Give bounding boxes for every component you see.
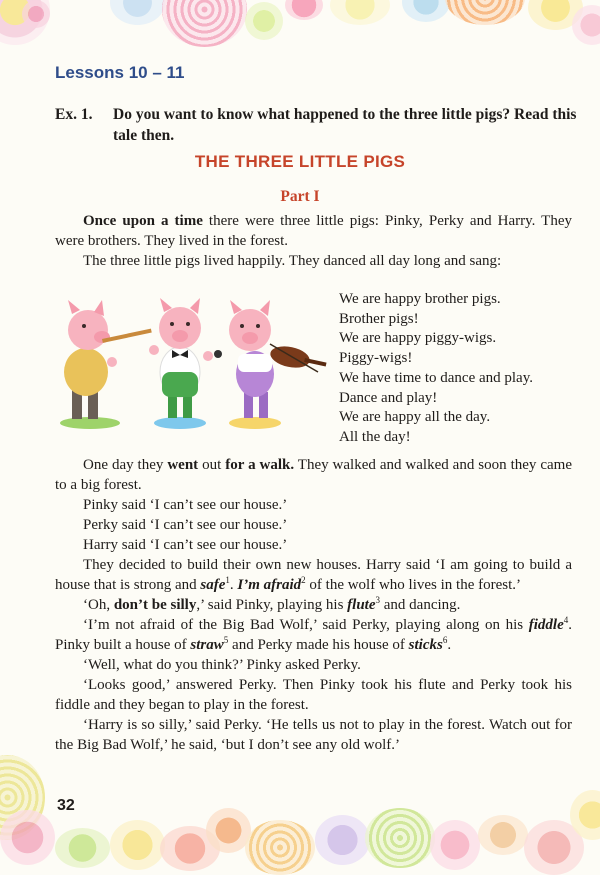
pig-dancer <box>149 298 213 418</box>
decor-circle <box>110 820 165 870</box>
song-line: We are happy piggy-wigs. <box>339 330 497 347</box>
exercise-instruction: Do you want to know what happened to the three little pigs? Read this tale then. <box>113 106 577 144</box>
paragraph: ‘Well, what do you think?’ Pinky asked Perky. <box>83 657 361 673</box>
paragraph: Perky said ‘I can’t see our house.’ <box>83 517 288 533</box>
paragraph: Once upon a time there were three little pigs: Pinky, Perky and Harry. They were brothers. They lived in the forest. <box>55 213 572 249</box>
story-body <box>55 455 572 755</box>
decor-circle <box>245 2 283 40</box>
decor-circle <box>365 808 435 868</box>
song-line: Dance and play! <box>339 389 438 406</box>
song-line: We are happy brother pigs. <box>339 291 501 307</box>
paragraph: Pinky said ‘I can’t see our house.’ <box>83 497 288 513</box>
vocab-word: fiddle <box>528 617 564 633</box>
vocab-word: straw <box>190 637 224 653</box>
decor-circle <box>245 820 315 875</box>
vocab-word: flute <box>347 597 376 613</box>
decor-circle <box>572 5 600 45</box>
song-verse <box>339 290 533 448</box>
vocab-word: sticks <box>408 637 443 653</box>
page-number: 32 <box>57 797 75 814</box>
song-line: We are happy all the day. <box>339 409 491 426</box>
decor-circle <box>478 815 528 855</box>
pig-fiddle-player <box>214 300 327 418</box>
story-title: THE THREE LITTLE PIGS <box>194 152 406 171</box>
song-line: Brother pigs! <box>339 310 419 327</box>
story-intro <box>55 211 572 271</box>
three-pigs-illustration <box>50 292 330 432</box>
decor-circle <box>110 0 165 25</box>
decor-circle <box>315 815 370 865</box>
decor-circle <box>55 828 110 868</box>
lessons-heading: Lessons 10 – 11 <box>55 63 185 82</box>
song-line: We have time to dance and play. <box>339 369 533 386</box>
song-line: Piggy-wigs! <box>339 350 413 367</box>
song-line: All the day! <box>339 428 411 445</box>
decor-circle <box>330 0 390 25</box>
paragraph: One day they went out for a walk. They walked and walked and soon they came to a big forest. <box>55 457 572 493</box>
pig-flute-player <box>64 300 152 419</box>
vocab-word: safe <box>200 577 226 593</box>
decor-circle <box>22 0 50 28</box>
story-part: Part I <box>280 188 320 205</box>
decor-circle <box>402 0 450 22</box>
decor-circle <box>430 820 480 870</box>
paragraph: The three little pigs lived happily. They danced all day long and sang: <box>83 253 502 269</box>
decor-circle <box>0 810 55 865</box>
decor-circle <box>162 0 247 47</box>
paragraph: ‘Harry is so silly,’ said Perky. ‘He tells us not to play in the forest. Watch out for the Big Bad Wolf,’ he said, ‘but I don’t see any old wolf.’ <box>55 717 572 753</box>
paragraph: Harry said ‘I can’t see our house.’ <box>83 537 288 553</box>
paragraph: ‘Looks good,’ answered Perky. Then Pinky took his flute and Perky took his fiddle and they began to play in the forest. <box>55 677 572 713</box>
paragraph: ‘I’m not afraid of the Big Bad Wolf,’ said Perky, playing along on his fiddle$^4$. Pinky built a house of straw$^5$ and Perky made his house of sticks$^6$. <box>55 615 572 653</box>
vocab-word: I’m afraid <box>237 577 302 593</box>
decor-circle <box>445 0 525 25</box>
decor-circle <box>285 0 323 20</box>
exercise-number: Ex. 1. <box>55 106 93 123</box>
paragraph: They decided to build their own new houses. Harry said ‘I am going to build a house that is strong and safe$^1$. I’m afraid$^2$ of the wolf who lives in the forest.’ <box>55 557 572 593</box>
paragraph: ‘Oh, don’t be silly,’ said Pinky, playing his flute$^3$ and dancing. <box>83 595 461 613</box>
